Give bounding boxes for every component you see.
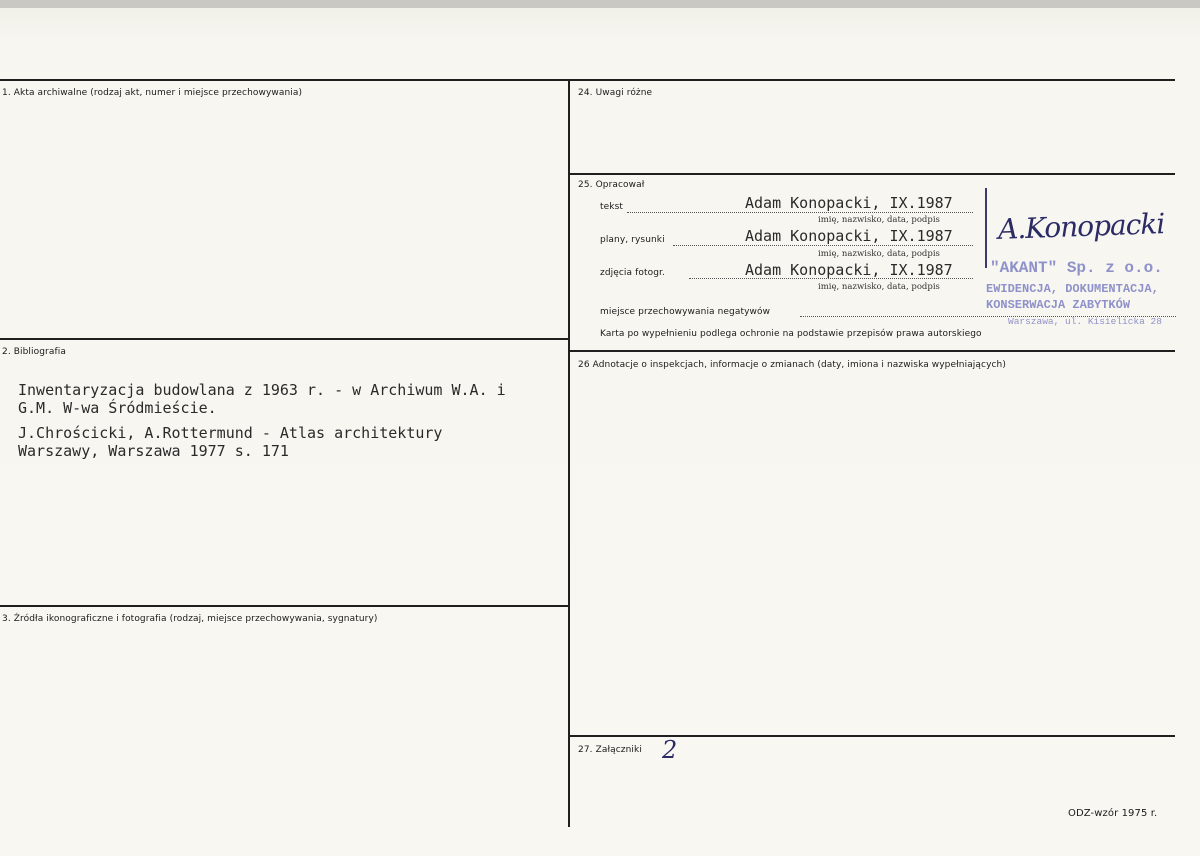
- center-divider: [568, 79, 570, 827]
- left-divider-1: [0, 338, 568, 340]
- field-tekst-value: Adam Konopacki, IX.1987: [745, 194, 953, 212]
- stamp-line-3: KONSERWACJA ZABYTKÓW: [986, 298, 1131, 312]
- section-24-label: 24. Uwagi różne: [578, 88, 653, 98]
- signature-text: A.Konopacki: [997, 207, 1165, 246]
- field-photos-value: Adam Konopacki, IX.1987: [745, 261, 953, 279]
- section-25-label: 25. Opracował: [578, 180, 645, 190]
- stamp-line-1: "AKANT" Sp. z o.o.: [990, 259, 1163, 277]
- section-27-label: 27. Załączniki: [578, 745, 642, 755]
- field-plans-value: Adam Konopacki, IX.1987: [745, 227, 953, 245]
- bibliography-line-4: Warszawy, Warszawa 1977 s. 171: [18, 442, 289, 460]
- bibliography-line-2: G.M. W-wa Śródmieście.: [18, 399, 217, 417]
- right-divider-25: [568, 350, 1175, 352]
- section-26-label: 26 Adnotacje o inspekcjach, informacje o zmianach (daty, imiona i nazwiska wypełniających): [578, 360, 1006, 370]
- form-code: ODZ-wzór 1975 r.: [1068, 808, 1158, 819]
- field-tekst-caption: imię, nazwisko, data, podpis: [818, 215, 940, 225]
- field-photos-label: zdjęcia fotogr.: [600, 268, 665, 278]
- section-22-label: 2. Bibliografia: [2, 347, 66, 357]
- scan-edge: [0, 0, 1200, 8]
- field-plans-line: [673, 245, 973, 246]
- field-plans-caption: imię, nazwisko, data, podpis: [818, 249, 940, 259]
- bibliography-line-3: J.Chrościcki, A.Rottermund - Atlas architektury: [18, 424, 443, 442]
- stamp-line-4: Warszawa, ul. Kisielicka 28: [1008, 316, 1162, 327]
- field-photos-caption: imię, nazwisko, data, podpis: [818, 282, 940, 292]
- right-divider-24: [568, 173, 1175, 175]
- field-tekst-line: [627, 212, 973, 213]
- signature: [997, 207, 1164, 246]
- section-21-label: 1. Akta archiwalne (rodzaj akt, numer i miejsce przechowywania): [2, 88, 303, 98]
- attachments-value: 2: [662, 736, 678, 764]
- right-divider-26: [568, 735, 1175, 737]
- field-tekst-label: tekst: [600, 202, 623, 212]
- field-plans-label: plany, rysunki: [600, 235, 665, 245]
- section-23-label: 3. Źródła ikonograficzne i fotografia (rodzaj, miejsce przechowywania, sygnatury): [2, 614, 378, 624]
- top-rule: [0, 79, 1175, 81]
- stamp-line-2: EWIDENCJA, DOKUMENTACJA,: [986, 282, 1159, 296]
- signature-bracket: [985, 188, 987, 268]
- copyright-note: Karta po wypełnieniu podlega ochronie na podstawie przepisów prawa autorskiego: [600, 329, 982, 339]
- left-divider-2: [0, 605, 568, 607]
- negatives-label: miejsce przechowywania negatywów: [600, 307, 771, 317]
- bibliography-line-1: Inwentaryzacja budowlana z 1963 r. - w Archiwum W.A. i: [18, 381, 506, 399]
